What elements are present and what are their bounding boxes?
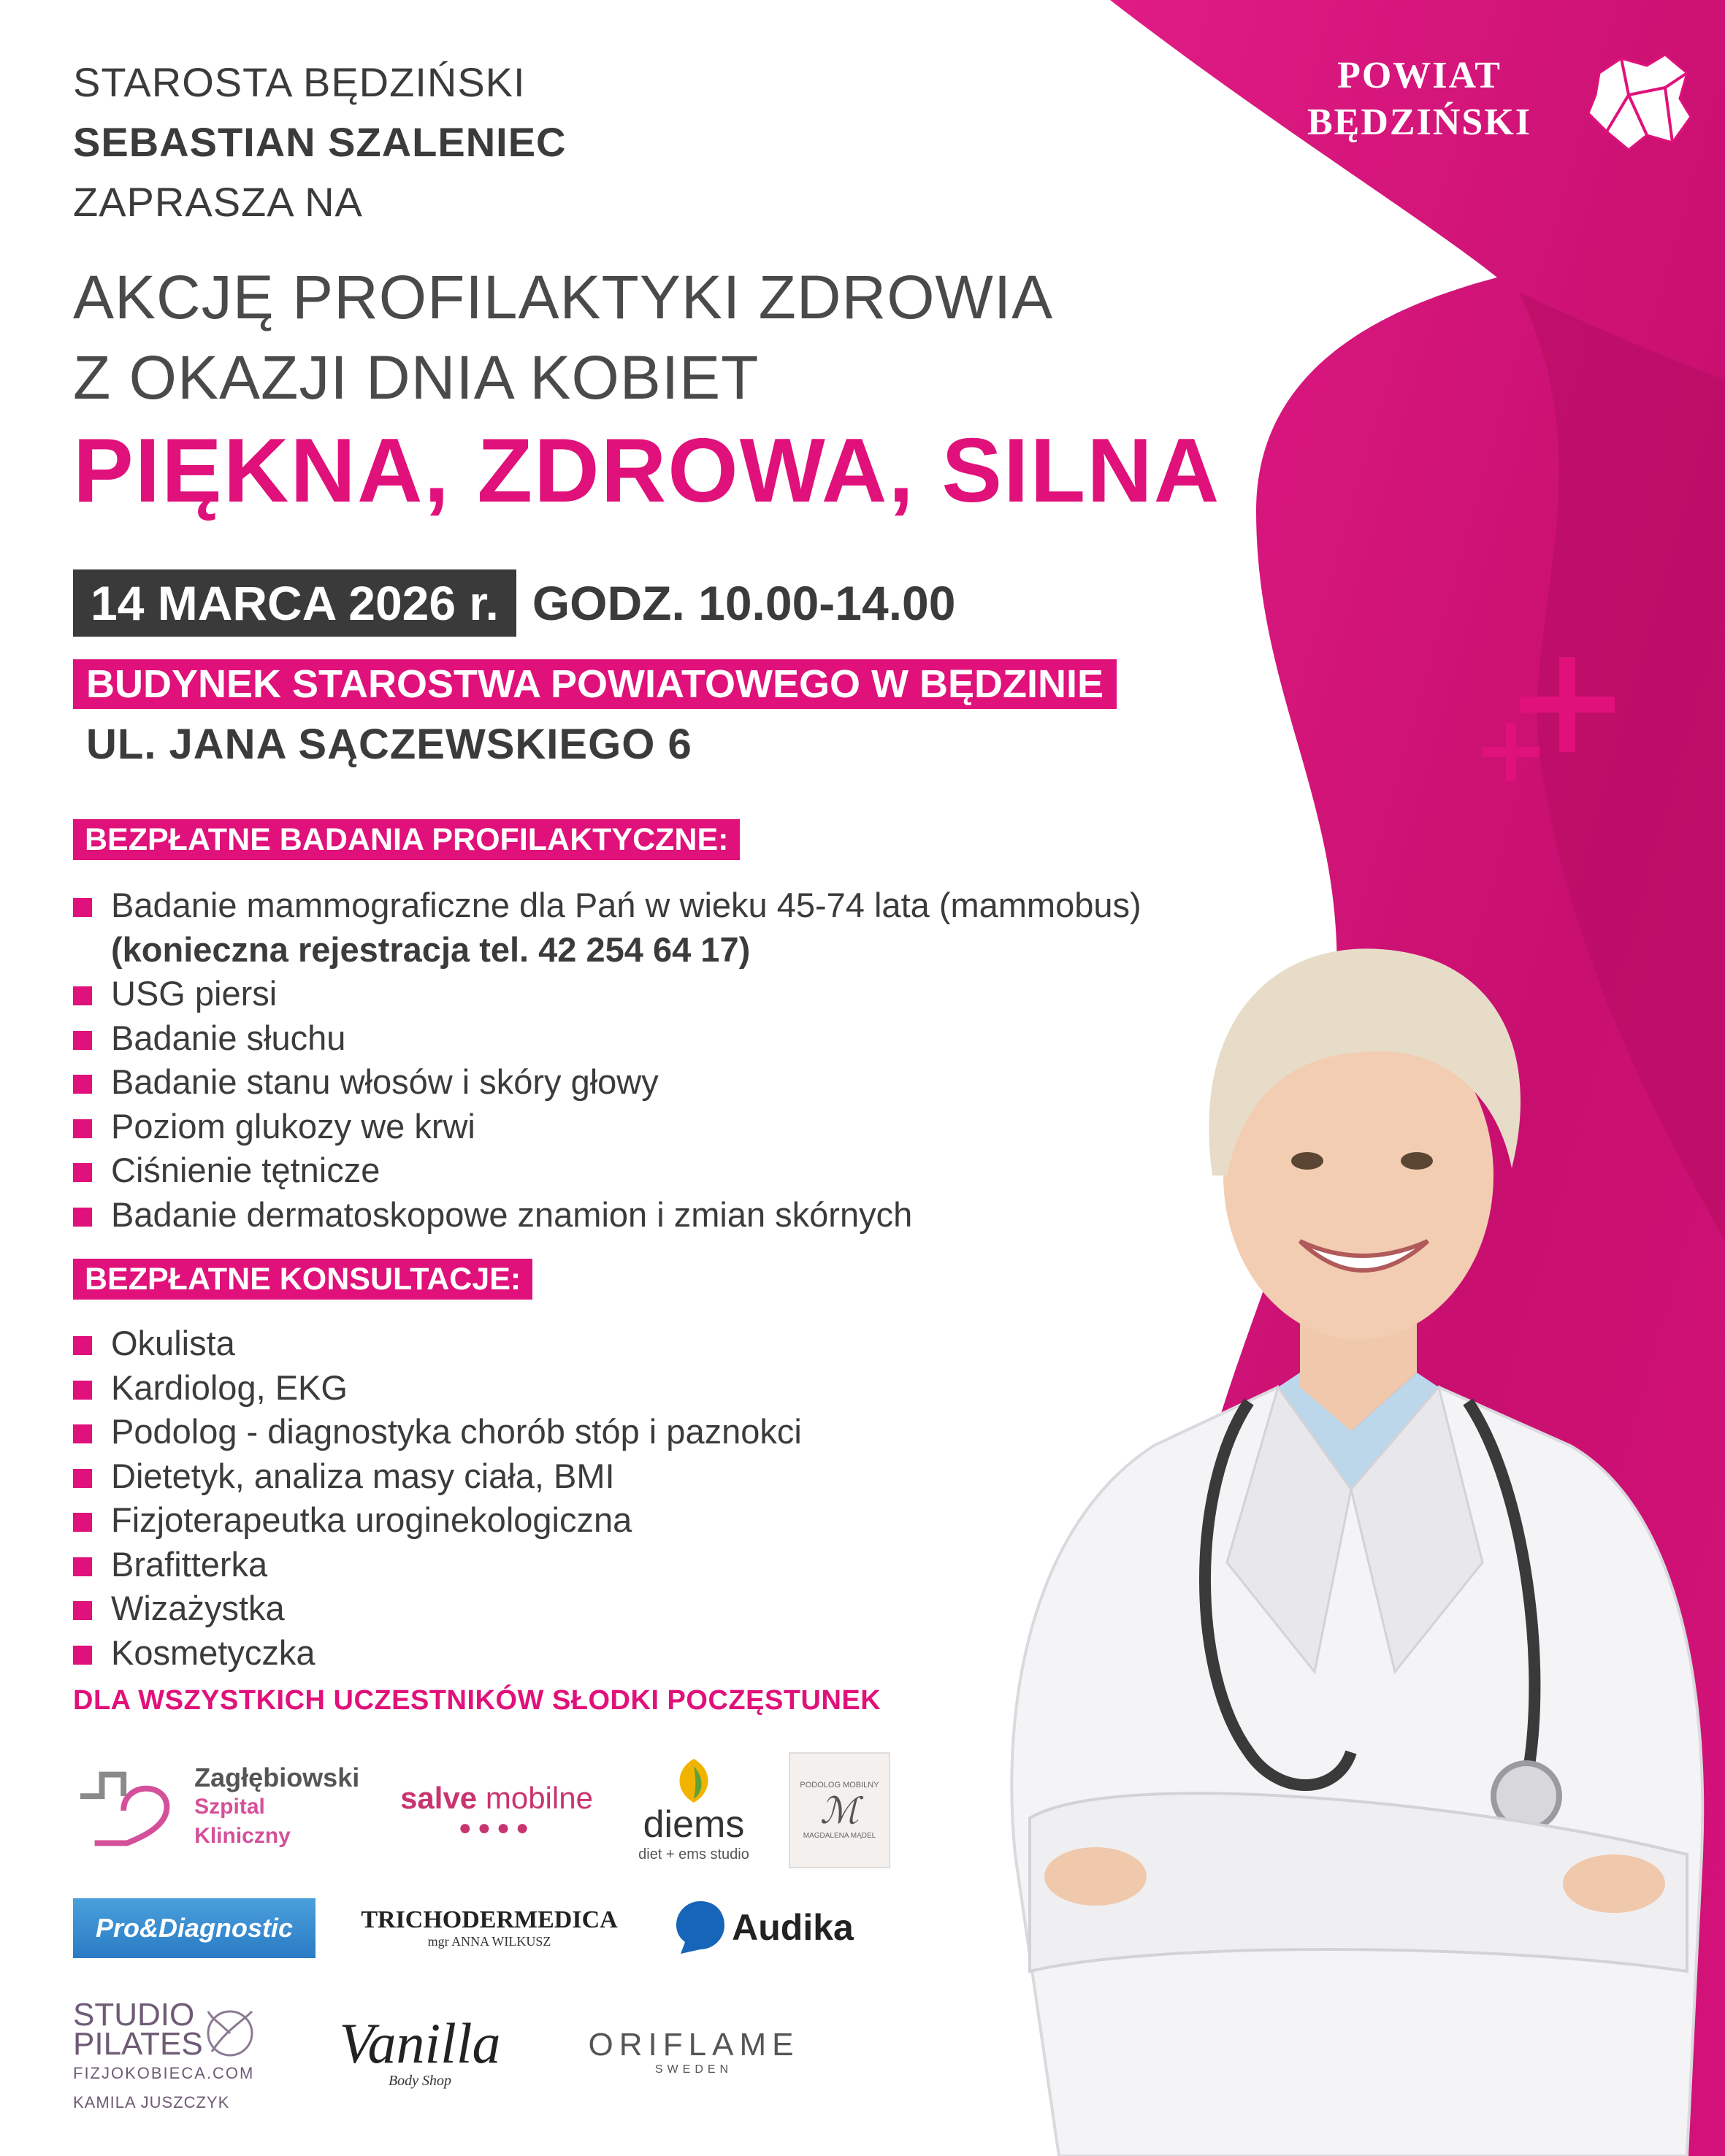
- sponsor-podolog: [789, 1752, 890, 1868]
- event-hours: GODZ. 10.00-14.00: [532, 576, 956, 630]
- salve-a: salve: [400, 1781, 478, 1815]
- zsk-line-1: Zagłębiowski: [194, 1762, 360, 1792]
- doctor-photo: [971, 832, 1725, 2156]
- square-bullet-icon: [73, 1031, 92, 1050]
- vanilla-name: Vanilla: [339, 2011, 501, 2075]
- list-item: [73, 1410, 1022, 1454]
- list-item: [73, 1631, 1022, 1676]
- consult-list: [73, 1321, 1022, 1675]
- county-map-icon: [1577, 44, 1694, 153]
- event-street: UL. JANA SĄCZEWSKIEGO 6: [86, 721, 692, 768]
- title-line-1: AKCJĘ PROFILAKTYKI ZDROWIA: [73, 263, 1054, 331]
- square-bullet-icon: [73, 1469, 92, 1488]
- exam-text: Ciśnienie tętnicze: [111, 1151, 380, 1189]
- exams-heading-wrap: [73, 818, 740, 862]
- salve-b: mobilne: [485, 1781, 593, 1815]
- header-line-1: STAROSTA BĘDZIŃSKI: [73, 59, 526, 105]
- exam-text: Badanie mammograficzne dla Pań w wieku 45-74 lata (mammobus): [111, 886, 1141, 924]
- square-bullet-icon: [73, 1557, 92, 1576]
- consult-text: Wizażystka: [111, 1589, 285, 1627]
- sponsor-salve: [387, 1774, 606, 1847]
- exam-text: Badanie dermatoskopowe znamion i zmian skórnych: [111, 1194, 913, 1234]
- consult-heading-wrap: [73, 1257, 532, 1301]
- square-bullet-icon: [73, 1381, 92, 1400]
- sponsor-oriflame: [584, 2022, 803, 2081]
- consult-text: Okulista: [111, 1324, 235, 1362]
- consult-text: Kosmetyczka: [111, 1633, 315, 1672]
- list-item: [73, 1587, 1022, 1631]
- consult-heading: BEZPŁATNE KONSULTACJE:: [73, 1259, 532, 1300]
- square-bullet-icon: [73, 1646, 92, 1665]
- exam-text: Badanie stanu włosów i skóry głowy: [111, 1062, 659, 1101]
- square-bullet-icon: [73, 898, 92, 917]
- square-bullet-icon: [73, 1336, 92, 1355]
- studio-line-1: STUDIO: [73, 1997, 195, 2033]
- studio-line-4: KAMILA JUSZCZYK: [73, 2093, 230, 2111]
- title-line-2: Z OKAZJI DNIA KOBIET: [73, 343, 760, 412]
- list-item: [73, 1498, 1022, 1543]
- vanilla-sub: Body Shop: [388, 2072, 452, 2089]
- plus-icons: [1483, 650, 1643, 789]
- floral-icon: [197, 2000, 263, 2066]
- event-venue: BUDYNEK STAROSTWA POWIATOWEGO W BĘDZINIE: [73, 659, 1117, 709]
- audika-name: Audika: [732, 1907, 854, 1948]
- sponsor-audika: [661, 1898, 869, 1957]
- square-bullet-icon: [73, 1424, 92, 1443]
- sponsor-trichodermedica: [361, 1895, 618, 1960]
- header-line-2: SEBASTIAN SZALENIEC: [73, 119, 567, 165]
- list-item: [73, 1454, 1022, 1499]
- square-bullet-icon: [73, 1119, 92, 1138]
- header-line-3: ZAPRASZA NA: [73, 179, 363, 225]
- brand-text: [1307, 53, 1531, 146]
- consult-text: Brafitterka: [111, 1544, 268, 1584]
- exam-note: (konieczna rejestracja tel. 42 254 64 17): [111, 929, 751, 969]
- consult-text: Dietetyk, analiza masy ciała, BMI: [111, 1456, 615, 1495]
- sponsor-zsk: [73, 1762, 365, 1848]
- list-item: [73, 1543, 1022, 1587]
- treat-note: DLA WSZYSTKICH UCZESTNIKÓW SŁODKI POCZĘSTUNEK: [73, 1685, 881, 1716]
- sponsor-vanilla: [307, 2004, 533, 2099]
- slogan: PIĘKNA, ZDROWA, SILNA: [73, 421, 1221, 521]
- sponsor-diems: [628, 1756, 760, 1865]
- podolog-monogram-icon: ℳ: [819, 1790, 860, 1831]
- tricho-name: TRICHODERMEDICA: [361, 1906, 618, 1933]
- consult-text: Podolog - diagnostyka chorób stóp i paznokci: [111, 1412, 802, 1451]
- exam-text: Badanie słuchu: [111, 1018, 346, 1057]
- speech-bubble-icon: [676, 1901, 724, 1954]
- exams-heading: BEZPŁATNE BADANIA PROFILAKTYCZNE:: [73, 819, 740, 860]
- date-row: [73, 569, 955, 637]
- square-bullet-icon: [73, 1513, 92, 1532]
- event-date: 14 MARCA 2026 r.: [73, 569, 516, 637]
- sponsor-prodiagnostic: Pro&Diagnostic: [73, 1898, 315, 1958]
- diems-name: diems: [643, 1803, 745, 1846]
- list-item: [73, 1321, 1022, 1366]
- diems-sub: diet + ems studio: [638, 1846, 749, 1862]
- square-bullet-icon: [73, 1208, 92, 1227]
- leaf-icon: [675, 1759, 713, 1803]
- exam-text: Poziom glukozy we krwi: [111, 1106, 475, 1146]
- podolog-name: MAGDALENA MĄDEL: [803, 1832, 876, 1840]
- studio-line-3: FIZJOKOBIECA.COM: [73, 2064, 255, 2082]
- square-bullet-icon: [73, 1601, 92, 1620]
- hospital-heart-icon: [73, 1767, 181, 1847]
- list-item: [73, 1366, 1022, 1411]
- tricho-sub: mgr ANNA WILKUSZ: [427, 1933, 551, 1949]
- studio-line-2: PILATES: [73, 2026, 203, 2062]
- brand-line-2: BĘDZIŃSKI: [1307, 101, 1531, 143]
- square-bullet-icon: [73, 1075, 92, 1094]
- exam-text: USG piersi: [111, 974, 278, 1013]
- venue-row: [73, 659, 1117, 710]
- oriflame-name: ORIFLAME: [588, 2027, 800, 2063]
- square-bullet-icon: [73, 1163, 92, 1182]
- zsk-line-2: Szpital Kliniczny: [194, 1795, 291, 1848]
- oriflame-sub: SWEDEN: [654, 2063, 733, 2076]
- dots-icon: ●●●●: [458, 1816, 535, 1840]
- brand-line-1: POWIAT: [1337, 55, 1502, 96]
- consult-text: Kardiolog, EKG: [111, 1367, 348, 1407]
- podolog-ring: PODOLOG MOBILNY: [800, 1781, 879, 1789]
- square-bullet-icon: [73, 986, 92, 1005]
- consult-text: Fizjoterapeutka uroginekologiczna: [111, 1500, 632, 1539]
